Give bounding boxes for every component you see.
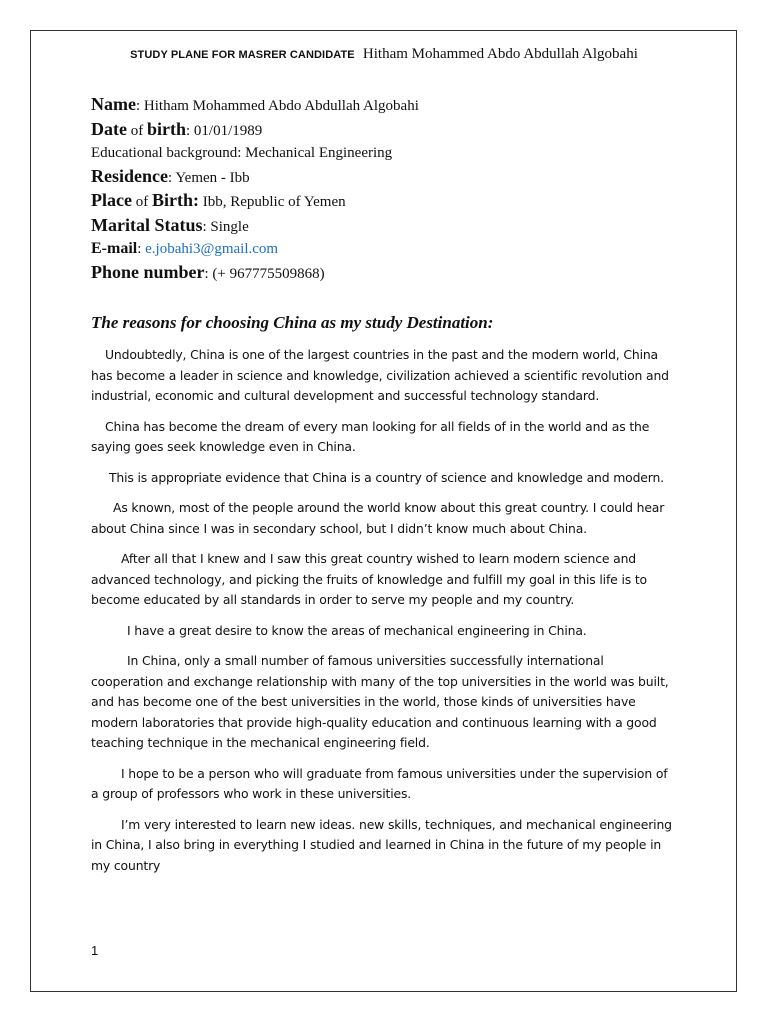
education-row: Educational background: Mechanical Engineering	[91, 145, 393, 161]
dob-label-of: of	[126, 122, 147, 139]
header-name: Hitham Mohammed Abdo Abdullah Algobahi	[362, 46, 638, 62]
name-label: Name	[91, 94, 136, 114]
paragraph: This is appropriate evidence that China is a country of science and knowledge and modern.	[109, 469, 664, 485]
name-row	[91, 93, 419, 118]
place-of-birth-row	[91, 189, 419, 214]
header-label: STUDY PLANE FOR MASRER CANDIDATE	[130, 49, 355, 61]
residence-row	[91, 165, 419, 190]
paragraph: I’m very interested to learn new ideas. new skills, techniques, and mechanical engineering in China, I also bring in everything I studied and learned in China in the future of my people in my country	[91, 816, 672, 873]
paragraph: After all that I knew and I saw this great country wished to learn modern science and advanced technology, and picking the fruits of knowledge and fulfill my goal in this life is to become educated by all standards in order to serve my people and my country.	[91, 551, 647, 607]
email-label: E-mail	[91, 240, 138, 257]
dob-value: : 01/01/1989	[186, 122, 263, 139]
personal-info	[91, 93, 419, 285]
marital-label: Marital Status	[91, 214, 203, 235]
paragraph: I hope to be a person who will graduate from famous universities under the supervision of a group of professors who work in these universities.	[91, 765, 668, 801]
email-separator: :	[137, 241, 146, 257]
phone-value: : (+ 967775509868)	[204, 265, 325, 282]
paragraph: I have a great desire to know the areas of mechanical engineering in China.	[127, 622, 587, 638]
dob-label-birth: birth	[146, 118, 186, 139]
phone-row	[91, 261, 419, 286]
phone-label: Phone number	[91, 261, 205, 282]
marital-value: : Single	[202, 218, 249, 235]
page-number: 1	[91, 943, 99, 958]
dob-label-date: Date	[91, 118, 127, 139]
page-header	[0, 45, 768, 63]
paragraph: China has become the dream of every man looking for all fields of in the world and as the saying goes seek knowledge even in China.	[91, 418, 650, 454]
marital-row	[91, 214, 419, 239]
paragraph: As known, most of the people around the world know about this great country. I could hear about China since I was in secondary school, but I didn’t know much about China.	[91, 500, 665, 536]
body-text	[91, 345, 677, 886]
pob-value: Ibb, Republic of Yemen	[198, 194, 346, 210]
name-value: : Hitham Mohammed Abdo Abdullah Algobahi	[135, 98, 419, 114]
dob-row	[91, 118, 419, 143]
residence-label: Residence	[91, 165, 168, 186]
pob-label-birth: Birth:	[151, 190, 199, 210]
pob-label-place: Place	[91, 190, 132, 210]
email-row	[91, 238, 419, 261]
reasons-heading: The reasons for choosing China as my study Destination:	[91, 313, 494, 332]
email-link[interactable]: e.jobahi3@gmail.com	[145, 241, 279, 257]
pob-label-of: of	[131, 194, 152, 210]
residence-value: : Yemen - Ibb	[167, 169, 250, 186]
paragraph: In China, only a small number of famous universities successfully international cooperation and exchange relationship with many of the top universities in the world was built, and has become one of the best universities in the world, those kinds of universities have modern laboratories that provide high-quality education and continuous learning with a good teaching technique in the mechanical engineering field.	[91, 653, 669, 750]
paragraph: Undoubtedly, China is one of the largest countries in the past and the modern world, China has become a leader in science and knowledge, civilization achieved a scientific revolution and industrial, economic and cultural development and successful technology standard.	[91, 347, 669, 403]
